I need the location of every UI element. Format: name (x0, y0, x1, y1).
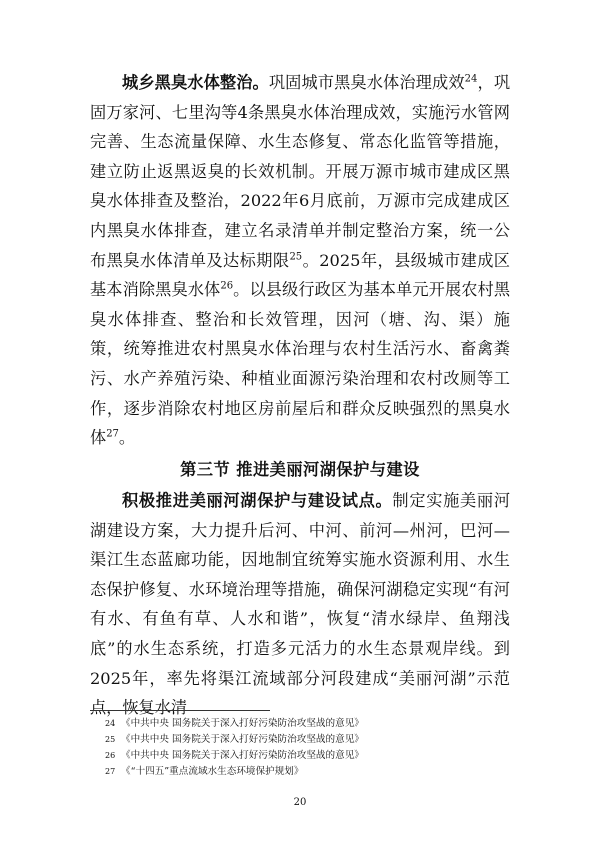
paragraph-text: 制定实施美丽河湖建设方案，大力提升后河、中河、前河—州河，巴河—渠江生态蓝廊功能，因地制宜统筹实施水资源利用、水生态保护修复、水环境治理等措施，确保河湖稳定实现“有河有水、有鱼有草、人水和谐”，恢复“清水绿岸、鱼翔浅底”的水生态系统，打造多元活力的水生态景观岸线。到2025年，率先将渠江流域部分河段建成“美丽河湖”示范点，恢复水清 (90, 491, 511, 718)
body-paragraph-rural-urban-black-odorous-water (90, 68, 510, 453)
footnote-text: 《“十四五”重点流域水生态环境保护规划》 (121, 766, 304, 777)
footnote-text: 《中共中央 国务院关于深入打好污染防治攻坚战的意见》 (121, 718, 364, 729)
footnote-text: 《中共中央 国务院关于深入打好污染防治攻坚战的意见》 (121, 734, 364, 745)
paragraph-lead-heading: 积极推进美丽河湖保护与建设试点。 (122, 491, 393, 510)
footnote-item (105, 732, 505, 748)
body-paragraph-beautiful-rivers (90, 486, 510, 723)
footnote-ref[interactable]: 25 (289, 251, 303, 263)
paragraph-text: 。以县级行政区为基本单元开展农村黑臭水体排查、整治和长效管理，因河（塘、沟、渠）施策，统筹推进农村黑臭水体治理与农村生活污水、畜禽粪污、水产养殖污染、种植业面源污染治理和农村改厕等工作，逐步消除农村地区房前屋后和群众反映强烈的黑臭水体 (90, 280, 511, 448)
footnote-list (105, 716, 505, 780)
footnote-ref[interactable]: 26 (220, 280, 234, 292)
paragraph-text: 。 (118, 428, 136, 448)
footnote-divider (90, 710, 270, 711)
footnote-number: 24 (105, 719, 116, 728)
paragraph-text: 。2025年，县级城市建成区基本消除黑臭水体 (90, 250, 510, 300)
section-heading: 第三节 推进美丽河湖保护与建设 (180, 460, 420, 479)
footnote-ref[interactable]: 24 (464, 73, 478, 85)
footnote-number: 26 (105, 751, 116, 760)
footnote-text: 《中共中央 国务院关于深入打好污染防治攻坚战的意见》 (121, 750, 364, 761)
page-number: 20 (293, 797, 307, 808)
paragraph-text: 巩固城市黑臭水体治理成效 (268, 73, 465, 92)
footnote-number: 25 (105, 735, 116, 744)
footnote-item (105, 716, 505, 732)
paragraph-lead-heading: 城乡黑臭水体整治。 (122, 73, 269, 92)
footnote-item (105, 764, 505, 780)
footnote-number: 27 (105, 767, 116, 776)
paragraph-text: ，巩固万家河、七里沟等4条黑臭水体治理成效，实施污水管网完善、生态流量保障、水生态修复、常态化监管等措施，建立防止返黑返臭的长效机制。开展万源市城市建成区黑臭水体排查及整治，2022年6月底前，万源市完成建成区内黑臭水体排查，建立名录清单并制定整治方案，统一公布黑臭水体清单及达标期限 (90, 73, 511, 270)
footnote-item (105, 748, 505, 764)
footnote-ref[interactable]: 27 (106, 428, 119, 440)
